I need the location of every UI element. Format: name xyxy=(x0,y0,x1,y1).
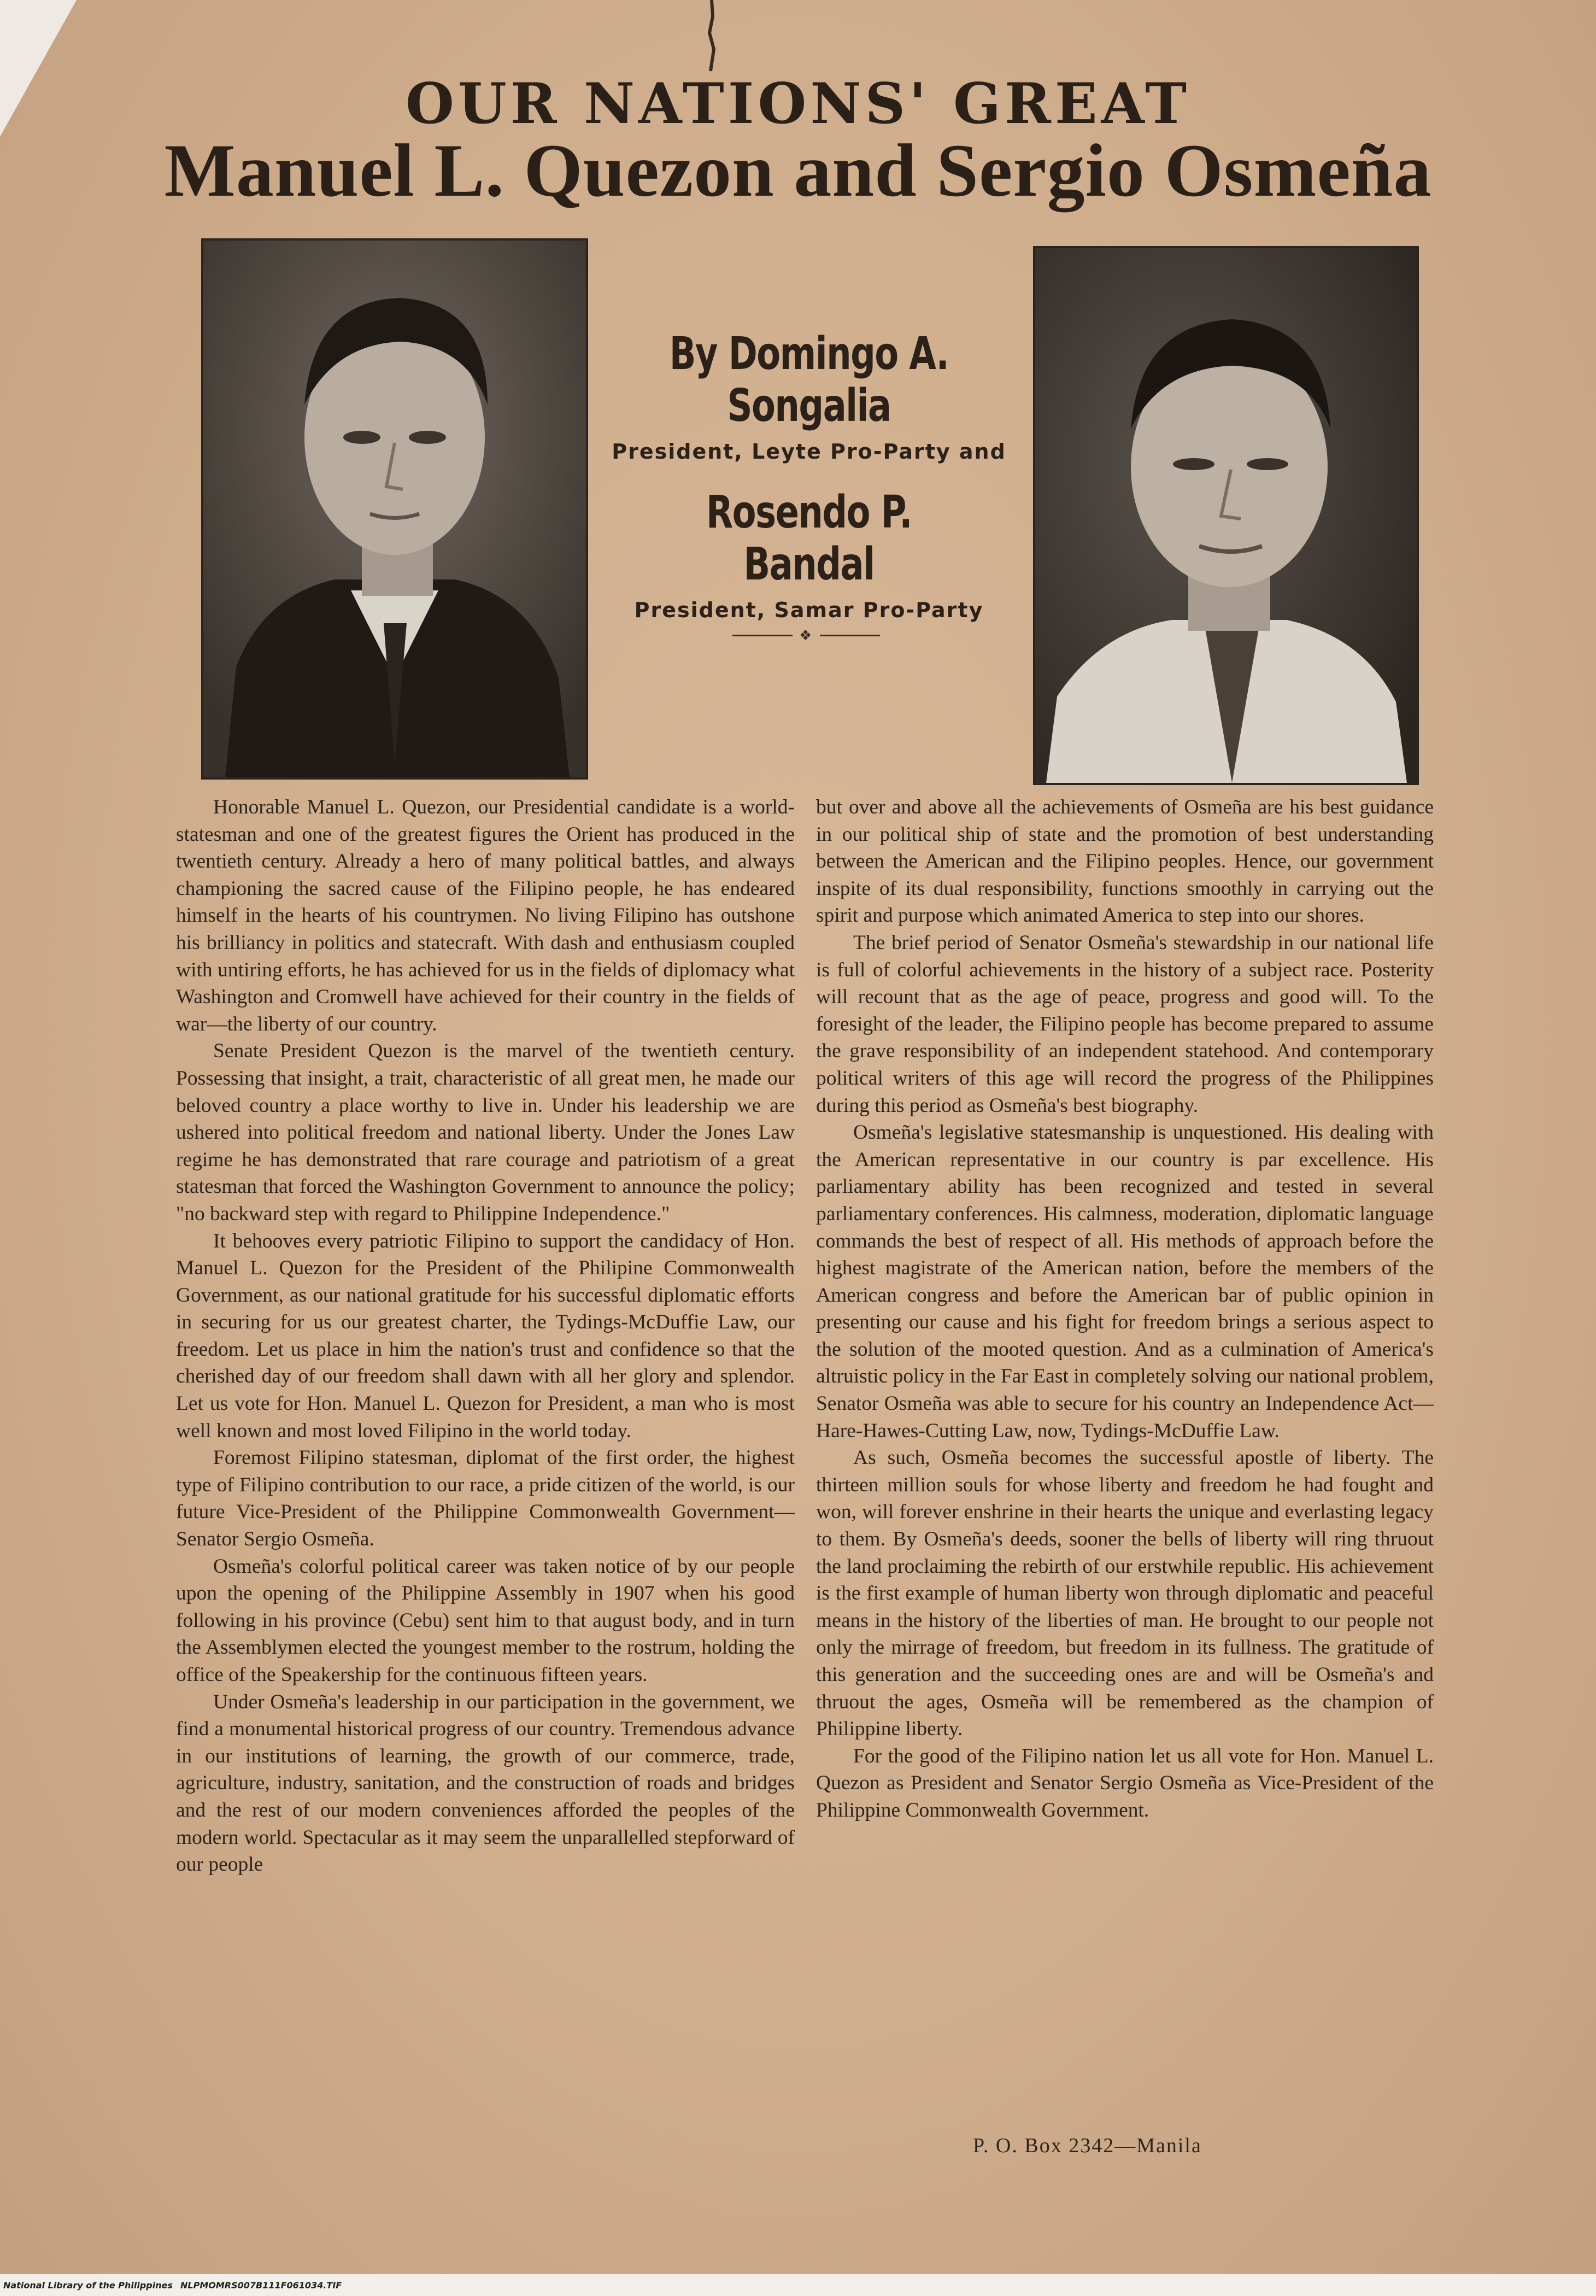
portrait-quezon xyxy=(201,238,588,780)
paragraph: Foremost Filipino statesman, diplomat of the first order, the highest type of Filipino contribution to our race, a pride citizen of the world, is our future Vice-President of the Philippine Commonwealth Government—Senator Sergio Osmeña. xyxy=(176,1446,795,1551)
paragraph: Osmeña's legislative statesmanship is unquestioned. His dealing with the American representative in our country is par excellence. His parliamentary ability has been recognized and tested in several parliamentary conferences. His calmness, moderation, diplomatic language commands the best of respect of all. His methods of approach before the highest magistrate of the American nation, before the members of the American congress and before the American bar of public opinion in presenting our cause and his fight for freedom brings a serious aspect to the solution of the mooted question. And as a culmination of America's altruistic policy in the Far East in completely solving our national problem, Senator Osmeña was able to secure for his country an Independence Act—Hare-Hawes-Cutting Law, now, Tydings-McDuffie Law. xyxy=(816,1121,1434,1442)
paragraph: It behooves every patriotic Filipino to support the candidacy of Hon. Manuel L. Quezon for the President of the Philipine Commonwealth Government, as our national gratitude for his successful diplomatic efforts in securing for us our greatest charter, the Tydings-McDuffie Law, our freedom. Let us place in him the nation's trust and confidence so that the cherished day of our freedom shall dawn with all her glory and splendor. Let us vote for Hon. Manuel L. Quezon for President, a man who is most well known and most loved Filipino in the world today. xyxy=(176,1229,795,1442)
ornament-rule-right xyxy=(820,635,880,636)
quezon-photo xyxy=(203,241,586,777)
mailing-address: P. O. Box 2342—Manila xyxy=(973,2134,1202,2157)
osmena-photo xyxy=(1035,248,1417,783)
ornament-divider xyxy=(732,629,880,642)
paragraph-continued: but over and above all the achievements of Osmeña are his best guidance in our political ship of state and the promotion of best understanding between the American and the Filipino peoples. Hence, our government inspite of its dual responsibility, functions smoothly in carrying out the spirit and purpose which animated America to step into our shores. xyxy=(816,796,1434,927)
paragraph: Osmeña's colorful political career was taken notice of by our people upon the opening of the Philippine Assembly in 1907 when his good following in his province (Cebu) sent him to that august body, and in turn the Assemblymen elected the youngest member to the rostrum, holding the office of the Speakership for the continuous fifteen years. xyxy=(176,1555,795,1686)
headline-kicker: OUR NATIONS' GREAT xyxy=(405,71,1191,137)
binding-mark xyxy=(701,0,723,77)
ornament-rule-left xyxy=(732,635,793,636)
ornament-glyph: ❖ xyxy=(799,628,812,643)
article-column-right xyxy=(816,794,1434,1824)
article-column-left xyxy=(176,794,795,1878)
library-credit: National Library of the Philippines xyxy=(3,2280,173,2291)
paragraph: The brief period of Senator Osmeña's stewardship in our national life is full of colorful achievements in the history of a subject race. Posterity will recount that as the age of peace, progress and good will. To the foresight of the leader, the Filipino people has become prepared to assume the grave responsibility of an independent statehood. And contemporary political writers of this age will record the progress of the Philippines during this period as Osmeña's best biography. xyxy=(816,931,1434,1117)
byline-author-1 xyxy=(607,328,1011,464)
portrait-osmena xyxy=(1033,246,1419,785)
author-2-name: Rosendo P. Bandal xyxy=(706,487,912,590)
paragraph: Honorable Manuel L. Quezon, our Presidential candidate is a world-statesman and one of the greatest figures the Orient has produced in the twentieth century. Already a hero of many political battles, and always championing the sacred cause of the Filipino people, he has endeared himself in the hearts of his countrymen. No living Filipino has outshone his brilliancy in politics and statecraft. With dash and enthusiasm coupled with untiring efforts, he has achieved for us in the fields of diplomacy what Washington and Cromwell have achieved for their country in the fields of war—the liberty of our country. xyxy=(176,796,795,1035)
author-2-role: President, Samar Pro-Party xyxy=(634,598,984,622)
file-identifier: NLPMOMRS007B111F061034.TIF xyxy=(180,2280,342,2291)
byline-author-2 xyxy=(607,487,1011,622)
headline-title: Manuel L. Quezon and Sergio Osmeña xyxy=(164,128,1432,212)
author-1-name: By Domingo A. Songalia xyxy=(669,328,949,432)
paragraph: Under Osmeña's leadership in our participation in the government, we find a monumental historical progress of our country. Tremendous advance in our institutions of learning, the growth of our commerce, trade, agriculture, industry, sanitation, and the construction of roads and bridges and the rest of our modern conveniences afforded the peoples of the modern world. Spectacular as it may seem the unparallelled stepforward of our people xyxy=(176,1690,795,1876)
paragraph: For the good of the Filipino nation let us all vote for Hon. Manuel L. Quezon as President and Senator Sergio Osmeña as Vice-President of the Philippine Commonwealth Government. xyxy=(816,1744,1434,1821)
paragraph: Senate President Quezon is the marvel of the twentieth century. Possessing that insight, a trait, characteristic of all great men, he made our beloved country a place worthy to live in. Under his leadership we are ushered into political freedom and national liberty. Under the Jones Law regime he has demonstrated that rare courage and patriotism of a great statesman that forced the Washington Government to announce the policy; "no backward step with regard to Philippine Independence." xyxy=(176,1040,795,1225)
paragraph: As such, Osmeña becomes the successful apostle of liberty. The thirteen million souls for whose liberty and freedom he had fought and won, will forever enshrine in their hearts the unique and everlasting legacy to them. By Osmeña's deeds, sooner the bells of liberty will ring thruout the land proclaiming the rebirth of our erstwhile republic. His achievement is the first example of human liberty won through diplomatic and peaceful means in the history of the liberties of man. He brought to our people not only the mirrage of freedom, but freedom in its fullness. The gratitude of this generation and the succeeding ones are and will be Osmeña's and thruout the ages, Osmeña will be remembered as the champion of Philippine liberty. xyxy=(816,1446,1434,1741)
archive-footer xyxy=(0,2274,1596,2296)
author-1-role: President, Leyte Pro-Party and xyxy=(612,440,1006,464)
